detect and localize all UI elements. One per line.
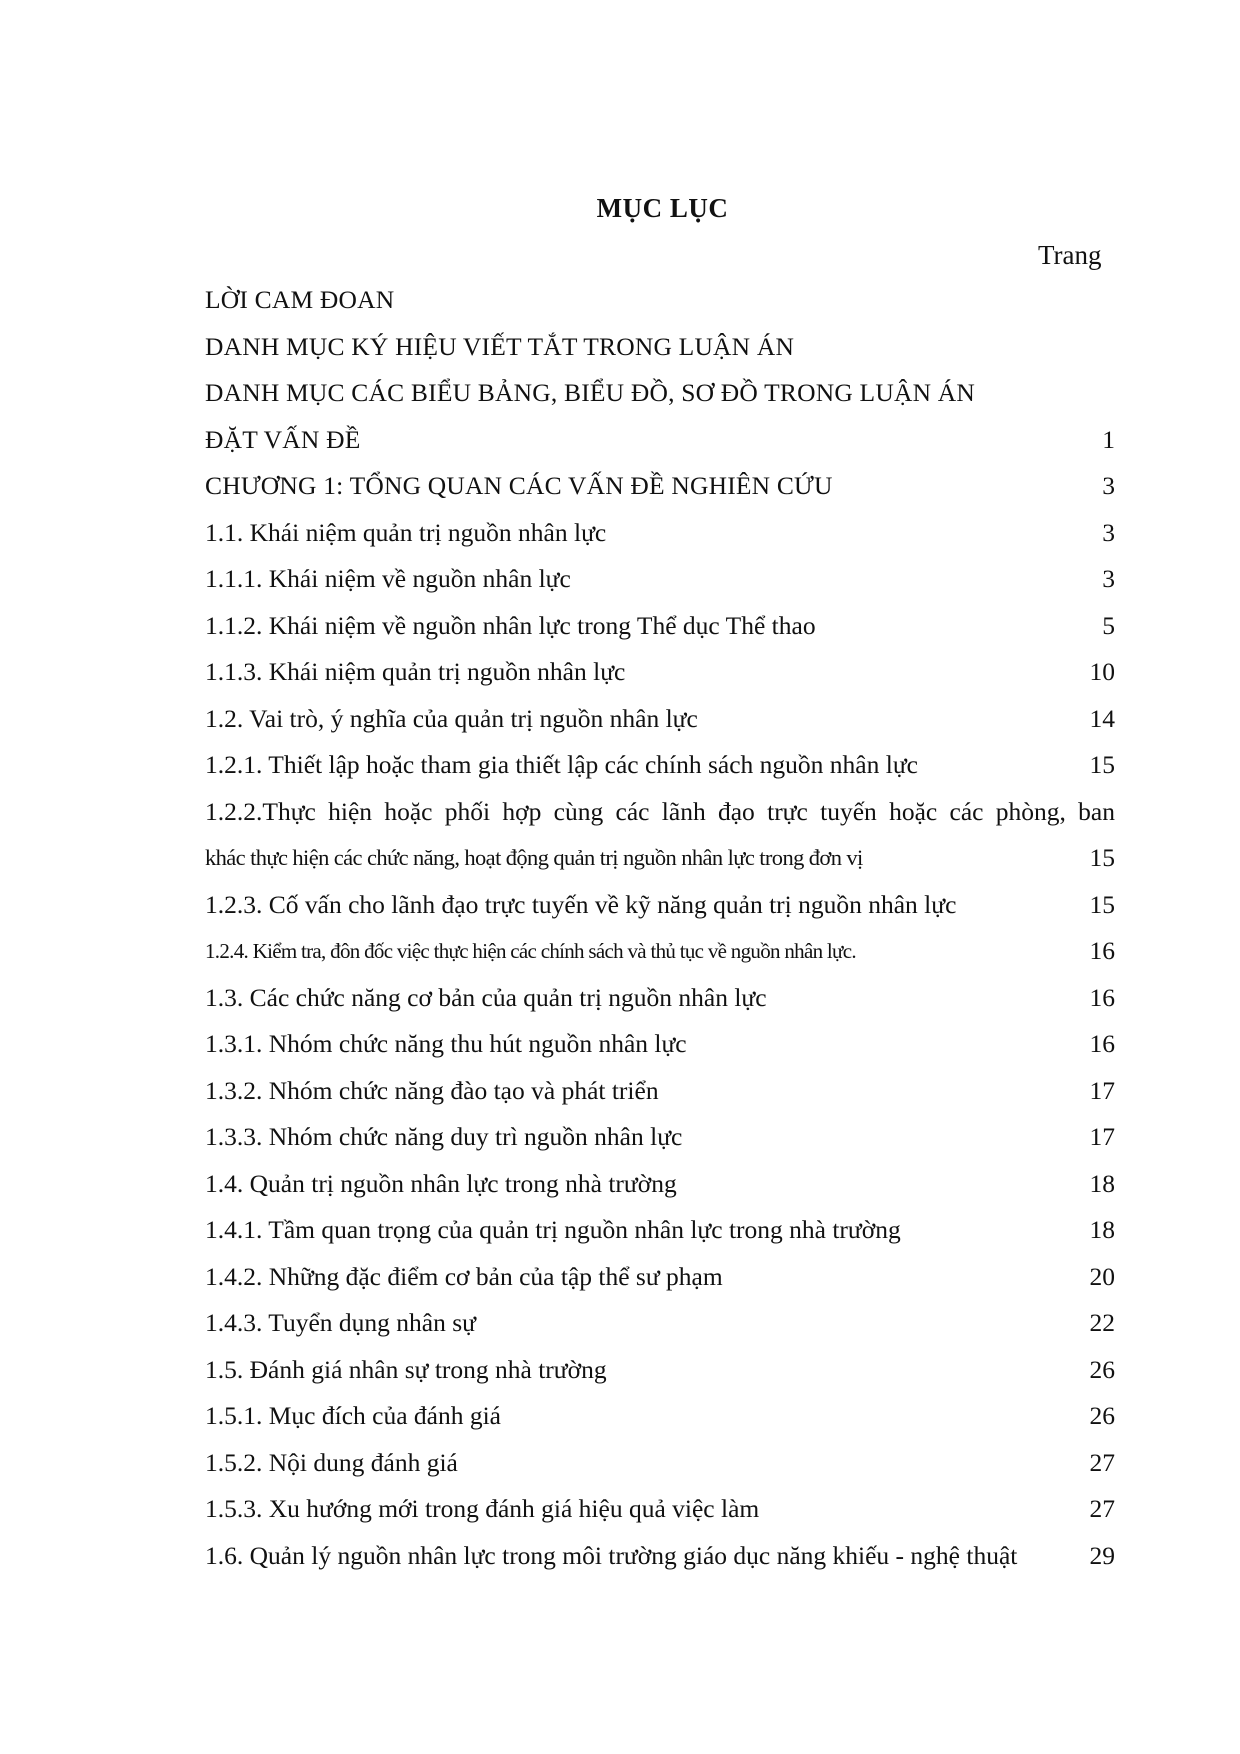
toc-entry-text: khác thực hiện các chức năng, hoạt động quản trị nguồn nhân lực trong đơn vị (205, 845, 863, 870)
toc-entry-page: 5 (1102, 610, 1115, 640)
table-of-contents (205, 282, 1115, 1584)
toc-entry-page: 26 (1089, 1354, 1115, 1384)
toc-entry-text: 1.1.3. Khái niệm quản trị nguồn nhân lực (205, 657, 626, 686)
toc-entry-text: 1.1. Khái niệm quản trị nguồn nhân lực (205, 517, 607, 547)
toc-entry-text: 1.4. Quản trị nguồn nhân lực trong nhà trường (205, 1168, 677, 1198)
toc-entry-page: 26 (1089, 1401, 1115, 1430)
toc-entry (205, 747, 1115, 794)
toc-entry-text: 1.4.3. Tuyển dụng nhân sự (205, 1308, 476, 1337)
toc-entry-text: 1.1.1. Khái niệm về nguồn nhân lực (205, 564, 571, 593)
toc-entry-text: LỜI CAM ĐOAN (205, 285, 395, 314)
toc-entry (205, 1119, 1115, 1166)
toc-entry-text: 1.2.3. Cố vấn cho lãnh đạo trực tuyến về kỹ năng quản trị nguồn nhân lực (205, 889, 957, 919)
toc-entry-text: 1.5. Đánh giá nhân sự trong nhà trường (205, 1354, 607, 1384)
toc-entry (205, 282, 1115, 329)
toc-entry (205, 561, 1115, 608)
toc-entry-page: 1 (1102, 424, 1115, 454)
toc-entry (205, 468, 1115, 515)
toc-entry (205, 1259, 1115, 1306)
page-title: MỤC LỤC (596, 193, 729, 223)
toc-entry-text: 1.3.2. Nhóm chức năng đào tạo và phát triển (205, 1075, 659, 1105)
toc-entry (205, 1352, 1115, 1399)
toc-entry (205, 654, 1115, 701)
toc-entry (205, 887, 1115, 934)
toc-entry-page: 17 (1089, 1075, 1115, 1105)
toc-entry (205, 1212, 1115, 1259)
toc-entry (205, 933, 1115, 980)
toc-entry (205, 375, 1115, 422)
toc-entry-page: 14 (1089, 703, 1115, 733)
toc-entry (205, 515, 1115, 562)
toc-entry (205, 1538, 1115, 1585)
toc-entry-text: 1.1.2. Khái niệm về nguồn nhân lực trong Thể dục Thể thao (205, 610, 816, 640)
toc-entry-page: 22 (1089, 1308, 1115, 1337)
toc-entry-page: 3 (1102, 564, 1115, 593)
toc-entry (205, 1026, 1115, 1073)
toc-entry (205, 1398, 1115, 1445)
toc-entry-text: 1.4.1. Tầm quan trọng của quản trị nguồn nhân lực trong nhà trường (205, 1215, 901, 1244)
toc-entry (205, 1073, 1115, 1120)
toc-entry-text: 1.4.2. Những đặc điểm cơ bản của tập thể sư phạm (205, 1261, 723, 1291)
toc-entry (205, 1166, 1115, 1213)
toc-entry-text: 1.5.2. Nội dung đánh giá (205, 1447, 458, 1477)
toc-entry-page: 15 (1089, 889, 1115, 919)
toc-entry-text: 1.2.4. Kiểm tra, đôn đốc việc thực hiện các chính sách và thủ tục về nguồn nhân lực. (205, 939, 856, 963)
toc-entry-text: 1.3. Các chức năng cơ bản của quản trị nguồn nhân lực (205, 982, 767, 1012)
toc-entry-page: 15 (1089, 843, 1115, 872)
toc-entry-page: 10 (1089, 657, 1115, 686)
toc-entry-text: ĐẶT VẤN ĐỀ (205, 424, 361, 454)
toc-entry (205, 422, 1115, 469)
toc-entry-page: 27 (1089, 1494, 1115, 1523)
toc-entry-page: 17 (1089, 1122, 1115, 1151)
toc-entry-page: 16 (1089, 1029, 1115, 1058)
toc-entry-text: 1.6. Quản lý nguồn nhân lực trong môi trường giáo dục năng khiếu - nghệ thuật (205, 1540, 1018, 1570)
toc-entry-text: 1.5.3. Xu hướng mới trong đánh giá hiệu quả việc làm (205, 1494, 760, 1523)
toc-entry (205, 329, 1115, 376)
toc-entry-text: 1.5.1. Mục đích của đánh giá (205, 1401, 502, 1430)
toc-entry-text: DANH MỤC CÁC BIỂU BẢNG, BIỂU ĐỒ, SƠ ĐỒ TRONG LUẬN ÁN (205, 378, 975, 407)
toc-entry-page: 15 (1089, 750, 1115, 779)
page-column-label: Trang (1038, 240, 1102, 270)
toc-entry-page: 3 (1102, 471, 1115, 500)
toc-entry (205, 980, 1115, 1027)
toc-entry-page: 27 (1089, 1447, 1115, 1477)
toc-entry-text: 1.3.3. Nhóm chức năng duy trì nguồn nhân lực (205, 1122, 683, 1151)
toc-entry (205, 1491, 1115, 1538)
toc-entry-text: 1.3.1. Nhóm chức năng thu hút nguồn nhân lực (205, 1029, 687, 1058)
toc-entry-page: 16 (1089, 982, 1115, 1012)
toc-entry-text: 1.2.2.Thực hiện hoặc phối hợp cùng các lãnh đạo trực tuyến hoặc các phòng, ban (205, 796, 1115, 826)
toc-entry (205, 794, 1115, 841)
toc-entry-text: 1.2.1. Thiết lập hoặc tham gia thiết lập các chính sách nguồn nhân lực (205, 750, 918, 779)
toc-entry-text: 1.2. Vai trò, ý nghĩa của quản trị nguồn nhân lực (205, 703, 698, 733)
toc-entry (205, 840, 1115, 887)
toc-entry (205, 701, 1115, 748)
toc-entry (205, 1305, 1115, 1352)
toc-entry-page: 16 (1089, 936, 1115, 965)
toc-entry (205, 608, 1115, 655)
toc-entry-text: CHƯƠNG 1: TỔNG QUAN CÁC VẤN ĐỀ NGHIÊN CỨU (205, 471, 833, 500)
toc-entry-page: 20 (1089, 1261, 1115, 1291)
toc-entry-page: 18 (1089, 1168, 1115, 1198)
toc-entry-page: 3 (1102, 517, 1115, 547)
toc-entry-text: DANH MỤC KÝ HIỆU VIẾT TẮT TRONG LUẬN ÁN (205, 331, 795, 361)
toc-entry-page: 18 (1089, 1215, 1115, 1244)
toc-entry (205, 1445, 1115, 1492)
toc-entry-page: 29 (1089, 1540, 1115, 1570)
